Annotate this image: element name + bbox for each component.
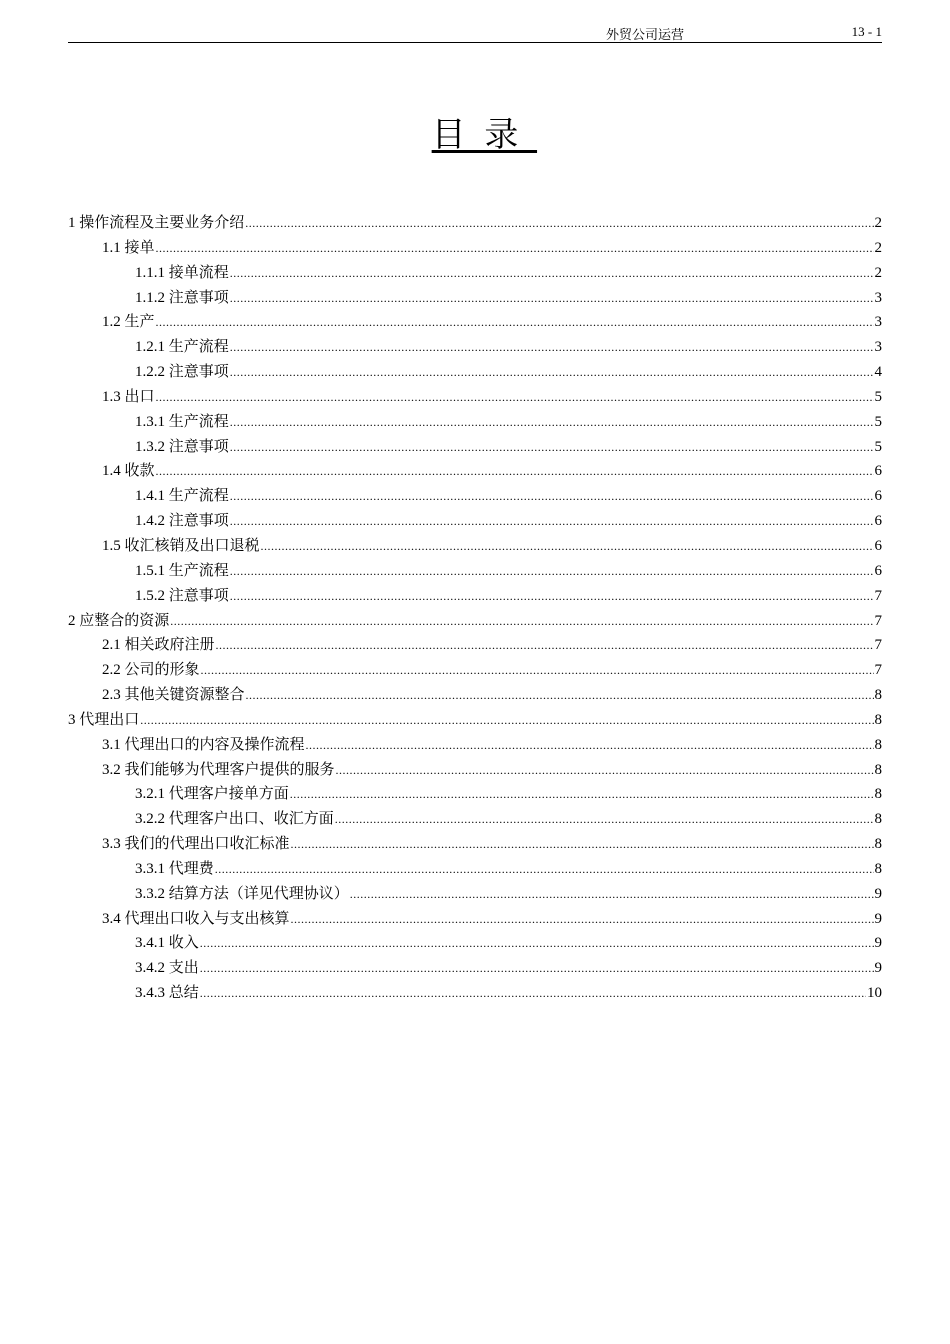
toc-dot-leader — [261, 534, 874, 559]
table-of-contents — [68, 211, 882, 1006]
toc-dot-leader — [200, 981, 866, 1006]
toc-dot-leader — [230, 484, 874, 509]
toc-dot-leader — [246, 683, 874, 708]
toc-dot-leader — [336, 758, 874, 783]
toc-dot-leader — [230, 261, 874, 286]
toc-entry[interactable] — [68, 385, 882, 410]
toc-entry-label: 1.5.1 生产流程 — [135, 562, 229, 579]
toc-entry-label: 3.2.1 代理客户接单方面 — [135, 786, 289, 803]
toc-entry[interactable] — [68, 360, 882, 385]
toc-dot-leader — [156, 310, 874, 335]
toc-entry-page: 8 — [874, 761, 882, 778]
toc-dot-leader — [230, 435, 874, 460]
toc-entry-page: 5 — [874, 388, 882, 405]
toc-dot-leader — [216, 633, 874, 658]
toc-entry-page: 8 — [874, 836, 882, 853]
toc-entry-label: 3.2.2 代理客户出口、收汇方面 — [135, 811, 334, 828]
toc-entry[interactable] — [68, 211, 882, 236]
toc-dot-leader — [215, 857, 874, 882]
toc-entry[interactable] — [68, 286, 882, 311]
toc-entry[interactable] — [68, 782, 882, 807]
toc-entry-label: 3.3.1 代理费 — [135, 860, 214, 877]
toc-entry-page: 7 — [874, 662, 882, 679]
toc-entry[interactable] — [68, 459, 882, 484]
toc-entry-label: 2.1 相关政府注册 — [102, 637, 215, 654]
toc-entry-label: 3 代理出口 — [68, 711, 140, 728]
toc-dot-leader — [230, 584, 874, 609]
toc-entry-page: 4 — [874, 364, 882, 381]
header-title: 外贸公司运营 — [606, 27, 685, 42]
toc-dot-leader — [335, 807, 874, 832]
toc-dot-leader — [230, 360, 874, 385]
toc-entry-page: 5 — [874, 438, 882, 455]
toc-entry-label: 1.1.2 注意事项 — [135, 289, 229, 306]
toc-entry-page: 9 — [874, 910, 882, 927]
toc-entry[interactable] — [68, 758, 882, 783]
toc-entry-label: 3.4.1 收入 — [135, 935, 199, 952]
toc-entry-page: 7 — [874, 637, 882, 654]
toc-entry-page: 3 — [874, 289, 882, 306]
toc-entry-label: 3.1 代理出口的内容及操作流程 — [102, 736, 305, 753]
toc-entry[interactable] — [68, 435, 882, 460]
toc-entry-label: 1.1 接单 — [102, 239, 155, 256]
toc-entry-label: 2.2 公司的形象 — [102, 662, 200, 679]
toc-entry[interactable] — [68, 832, 882, 857]
toc-entry-label: 1.2.2 注意事项 — [135, 364, 229, 381]
toc-entry-label: 3.3.2 结算方法（详见代理协议） — [135, 885, 349, 902]
toc-entry[interactable] — [68, 882, 882, 907]
toc-entry-label: 1.3.2 注意事项 — [135, 438, 229, 455]
toc-entry-label: 1.4.2 注意事项 — [135, 513, 229, 530]
toc-entry-page: 7 — [874, 587, 882, 604]
toc-entry[interactable] — [68, 658, 882, 683]
toc-entry-label: 1.5 收汇核销及出口退税 — [102, 537, 260, 554]
toc-entry-page: 8 — [874, 811, 882, 828]
toc-entry-page: 5 — [874, 413, 882, 430]
toc-entry-label: 1.4.1 生产流程 — [135, 488, 229, 505]
toc-entry[interactable] — [68, 236, 882, 261]
toc-entry-page: 8 — [874, 860, 882, 877]
toc-entry[interactable] — [68, 633, 882, 658]
toc-dot-leader — [201, 658, 874, 683]
toc-entry-label: 1.1.1 接单流程 — [135, 264, 229, 281]
toc-entry-page: 2 — [874, 239, 882, 256]
toc-entry-page: 8 — [874, 711, 882, 728]
toc-entry[interactable] — [68, 310, 882, 335]
toc-dot-leader — [230, 410, 874, 435]
toc-dot-leader — [230, 335, 874, 360]
toc-entry[interactable] — [68, 807, 882, 832]
toc-entry-label: 1.5.2 注意事项 — [135, 587, 229, 604]
toc-entry-label: 3.3 我们的代理出口收汇标准 — [102, 836, 290, 853]
page-header — [68, 22, 882, 43]
toc-dot-leader — [156, 385, 874, 410]
toc-entry-label: 3.4 代理出口收入与支出核算 — [102, 910, 290, 927]
toc-entry-label: 1.4 收款 — [102, 463, 155, 480]
toc-dot-leader — [156, 459, 874, 484]
toc-entry-page: 3 — [874, 339, 882, 356]
toc-entry-page: 2 — [874, 264, 882, 281]
toc-entry-page: 6 — [874, 513, 882, 530]
toc-entry-page: 3 — [874, 314, 882, 331]
toc-entry-label: 1 操作流程及主要业务介绍 — [68, 215, 245, 231]
toc-dot-leader — [291, 907, 874, 932]
toc-dot-leader — [170, 609, 873, 634]
toc-dot-leader — [291, 832, 874, 857]
toc-entry-page: 7 — [874, 612, 882, 629]
toc-entry-label: 2.3 其他关键资源整合 — [102, 687, 245, 704]
toc-dot-leader — [200, 931, 874, 956]
toc-dot-leader — [306, 733, 874, 758]
toc-dot-leader — [350, 882, 874, 907]
toc-entry-label: 1.2 生产 — [102, 314, 155, 331]
toc-title — [0, 112, 950, 158]
toc-entry[interactable] — [68, 981, 882, 1006]
toc-entry-label: 3.2 我们能够为代理客户提供的服务 — [102, 761, 335, 778]
toc-entry-page: 6 — [874, 488, 882, 505]
toc-entry-page: 6 — [874, 537, 882, 554]
toc-entry-page: 8 — [874, 736, 882, 753]
toc-entry-page: 8 — [874, 786, 882, 803]
toc-entry[interactable] — [68, 410, 882, 435]
toc-entry[interactable] — [68, 733, 882, 758]
toc-dot-leader — [200, 956, 874, 981]
toc-entry[interactable] — [68, 534, 882, 559]
toc-dot-leader — [245, 211, 873, 236]
toc-entry-label: 2 应整合的资源 — [68, 612, 170, 629]
toc-entry-page: 6 — [874, 463, 882, 480]
toc-entry[interactable] — [68, 857, 882, 882]
toc-entry[interactable] — [68, 907, 882, 932]
toc-entry-label: 1.3.1 生产流程 — [135, 413, 229, 430]
toc-entry[interactable] — [68, 931, 882, 956]
toc-entry[interactable] — [68, 335, 882, 360]
toc-entry[interactable] — [68, 584, 882, 609]
toc-entry-page: 2 — [874, 215, 882, 231]
toc-entry-page: 9 — [874, 935, 882, 952]
toc-dot-leader — [156, 236, 874, 261]
toc-entry-label: 3.4.2 支出 — [135, 960, 199, 977]
toc-entry[interactable] — [68, 683, 882, 708]
toc-entry[interactable] — [68, 708, 882, 733]
toc-entry-page: 8 — [874, 687, 882, 704]
toc-title-text: 目录 — [431, 115, 538, 155]
toc-dot-leader — [230, 509, 874, 534]
toc-entry[interactable] — [68, 509, 882, 534]
toc-dot-leader — [140, 708, 873, 733]
toc-dot-leader — [230, 559, 874, 584]
toc-entry-page: 10 — [867, 985, 882, 1002]
toc-entry-page: 9 — [874, 960, 882, 977]
toc-entry[interactable] — [68, 261, 882, 286]
toc-dot-leader — [230, 286, 874, 311]
toc-entry[interactable] — [68, 609, 882, 634]
toc-entry-label: 1.2.1 生产流程 — [135, 339, 229, 356]
toc-entry-page: 6 — [874, 562, 882, 579]
toc-entry-label: 1.3 出口 — [102, 388, 155, 405]
toc-entry[interactable] — [68, 956, 882, 981]
toc-entry-page: 9 — [874, 885, 882, 902]
header-page-number: 13 - 1 — [851, 24, 882, 39]
toc-entry-label: 3.4.3 总结 — [135, 985, 199, 1002]
toc-entry[interactable] — [68, 559, 882, 584]
toc-entry[interactable] — [68, 484, 882, 509]
toc-dot-leader — [290, 782, 874, 807]
